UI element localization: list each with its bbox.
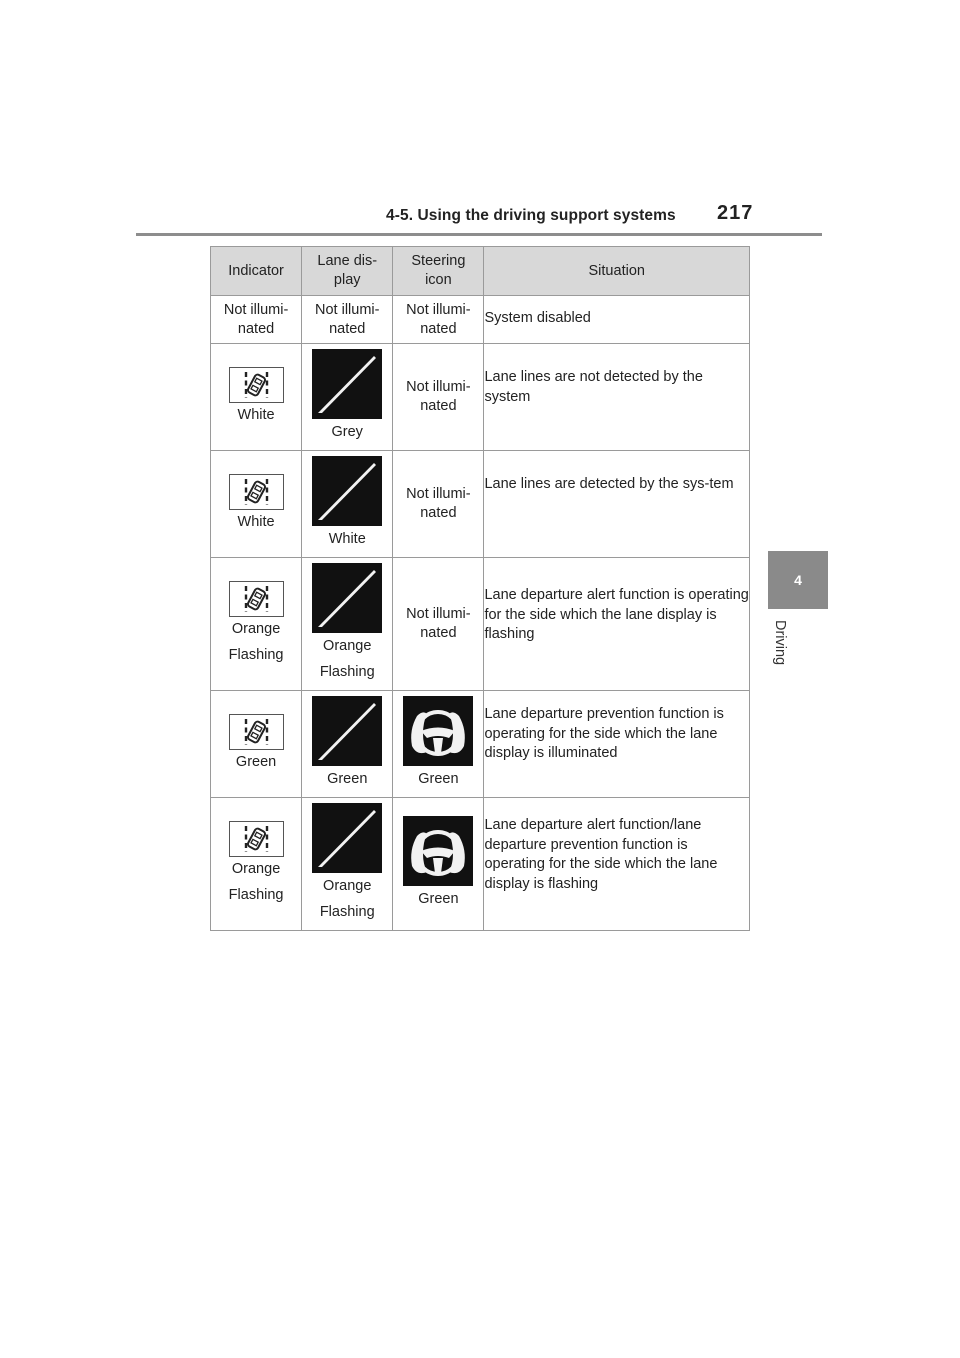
- cell-text-line: Not illumi-: [223, 301, 289, 318]
- indicator-cell-content: [211, 714, 301, 775]
- situation-cell: System disabled: [484, 296, 750, 344]
- chapter-label-text: Driving: [772, 620, 788, 666]
- indicator-cell-content: [211, 474, 301, 535]
- indicator-cell-content: [211, 821, 301, 908]
- table-row: [211, 558, 750, 691]
- lane-display-cell-content: [302, 696, 392, 792]
- cell-label: White: [328, 531, 366, 547]
- steering-cell: [393, 344, 484, 451]
- cell-text-line: nated: [237, 320, 275, 337]
- cell-label: Orange: [231, 620, 281, 637]
- section-title: 4-5. Using the driving support systems: [386, 207, 676, 224]
- lane-display-cell: [302, 798, 393, 931]
- cell-text-line: nated: [329, 320, 366, 337]
- lane-display-cell: [302, 691, 393, 798]
- cell-text-line: Not illumi-: [406, 606, 471, 622]
- lane-tracing-indicator-icon: [229, 821, 284, 857]
- indicator-cell: [211, 451, 302, 558]
- situation-cell: Lane departure alert function is operating for the side which the lane display is flashing: [484, 558, 750, 691]
- indicator-cell: [211, 296, 302, 344]
- table-header-row: [211, 247, 750, 296]
- cell-label: Flashing: [319, 664, 375, 680]
- cell-text-line: nated: [420, 398, 457, 414]
- chapter-tab: [768, 551, 828, 609]
- cell-label: Orange: [231, 860, 281, 877]
- cell-label: Green: [418, 771, 459, 787]
- lane-display-cell-content: [302, 456, 392, 552]
- lane-tracing-indicator-icon: [229, 474, 284, 510]
- cell-label: White: [237, 406, 275, 423]
- steering-cell-content: [393, 816, 483, 912]
- lane-tracing-indicator-icon: [229, 367, 284, 403]
- cell-label: Orange: [323, 878, 372, 894]
- lane-tracing-indicator-icon: [229, 714, 284, 750]
- cell-label: Green: [235, 753, 277, 770]
- column-header-situation: Situation: [484, 247, 750, 296]
- table-row: [211, 296, 750, 344]
- chapter-label: [760, 620, 800, 680]
- table-row: [211, 344, 750, 451]
- indicator-cell-content: [211, 581, 301, 668]
- cell-text-line: nated: [420, 625, 457, 641]
- indicator-cell-content: [211, 367, 301, 428]
- lane-display-cell: [302, 451, 393, 558]
- situation-cell: Lane departure alert function/lane departure prevention function is operating for the side which the lane display is flashing: [484, 798, 750, 931]
- cell-text-line: nated: [420, 320, 457, 337]
- chapter-number: 4: [794, 572, 802, 588]
- indicator-cell: [211, 798, 302, 931]
- column-header-lane-display: Lane dis- play: [302, 247, 393, 296]
- indicator-table: [210, 246, 750, 931]
- steering-wheel-hands-icon: [403, 816, 473, 886]
- cell-text-line: nated: [420, 505, 457, 521]
- steering-cell-content: [393, 696, 483, 792]
- table-row: [211, 691, 750, 798]
- cell-text-line: Not illumi-: [406, 301, 471, 318]
- lane-display-cell: [302, 296, 393, 344]
- steering-cell: [393, 558, 484, 691]
- lane-tracing-indicator-icon: [229, 581, 284, 617]
- steering-cell: [393, 798, 484, 931]
- lane-line-display-icon: [312, 696, 382, 766]
- situation-cell: Lane lines are detected by the sys-tem: [484, 451, 750, 558]
- situation-cell: Lane departure prevention function is operating for the side which the lane display is illuminated: [484, 691, 750, 798]
- lane-display-cell: [302, 558, 393, 691]
- indicator-cell: [211, 344, 302, 451]
- cell-label: Flashing: [228, 886, 284, 903]
- cell-label: Green: [418, 891, 459, 907]
- cell-label: Orange: [323, 638, 372, 654]
- cell-label: Green: [327, 771, 368, 787]
- steering-cell: [393, 296, 484, 344]
- column-header-indicator: Indicator: [211, 247, 302, 296]
- cell-text-line: Not illumi-: [406, 379, 471, 395]
- steering-wheel-hands-icon: [403, 696, 473, 766]
- lane-line-display-icon: [312, 456, 382, 526]
- column-header-steering-icon: Steering icon: [393, 247, 484, 296]
- cell-label: Flashing: [319, 904, 375, 920]
- lane-display-cell-content: [302, 349, 392, 445]
- table-row: [211, 451, 750, 558]
- lane-line-display-icon: [312, 349, 382, 419]
- steering-cell: [393, 451, 484, 558]
- cell-text-line: Not illumi-: [406, 486, 471, 502]
- cell-label: Grey: [331, 424, 363, 440]
- situation-cell: Lane lines are not detected by the system: [484, 344, 750, 451]
- indicator-cell: [211, 691, 302, 798]
- header-divider: [136, 233, 822, 236]
- steering-cell: [393, 691, 484, 798]
- lane-line-display-icon: [312, 803, 382, 873]
- cell-text-line: Not illumi-: [315, 301, 380, 318]
- lane-display-cell-content: [302, 563, 392, 685]
- page-number: 217: [717, 202, 754, 224]
- lane-display-cell-content: [302, 803, 392, 925]
- cell-label: Flashing: [228, 646, 284, 663]
- lane-display-cell: [302, 344, 393, 451]
- lane-line-display-icon: [312, 563, 382, 633]
- cell-label: White: [237, 513, 275, 530]
- indicator-cell: [211, 558, 302, 691]
- table-row: [211, 798, 750, 931]
